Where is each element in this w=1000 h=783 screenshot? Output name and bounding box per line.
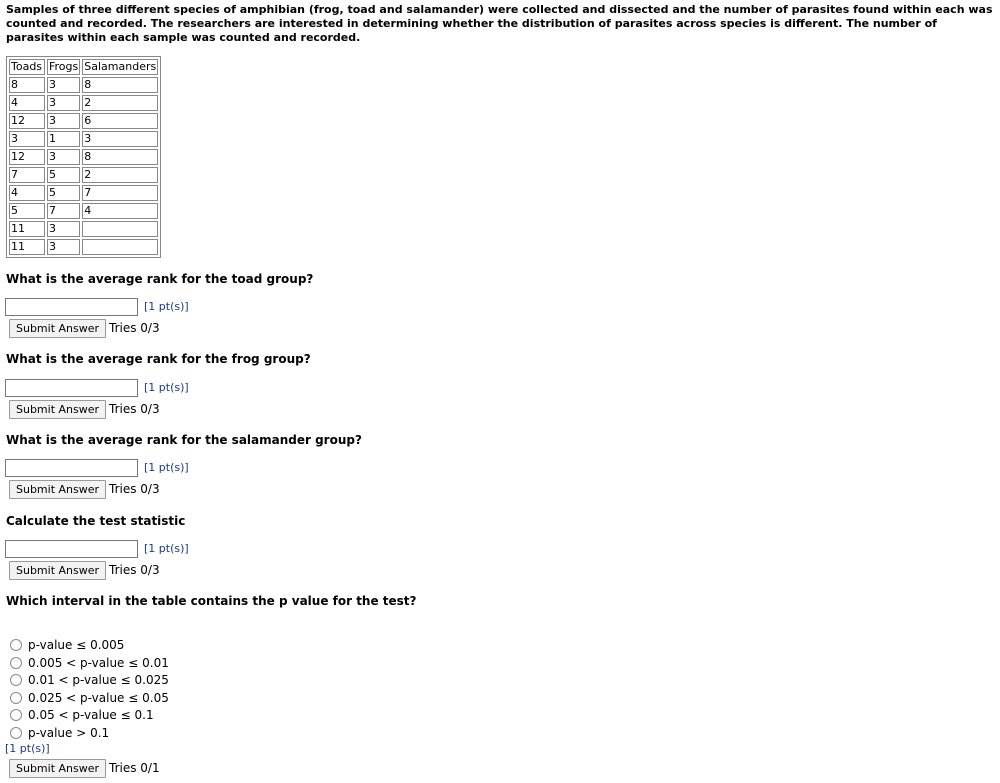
tries-counter: Tries 0/3 bbox=[109, 482, 160, 496]
cell-salamanders: 7 bbox=[82, 185, 158, 201]
cell-frogs: 1 bbox=[47, 131, 80, 147]
tries-counter: Tries 0/3 bbox=[109, 402, 160, 416]
pvalue-option[interactable] bbox=[10, 637, 124, 653]
cell-frogs: 5 bbox=[47, 185, 80, 201]
table-row bbox=[9, 185, 158, 201]
tries-counter: Tries 0/1 bbox=[109, 761, 160, 775]
pvalue-option[interactable] bbox=[10, 707, 154, 723]
pvalue-option-label: 0.05 < p-value ≤ 0.1 bbox=[28, 708, 154, 722]
pvalue-option[interactable] bbox=[10, 725, 109, 741]
pvalue-option-label: 0.005 < p-value ≤ 0.01 bbox=[28, 656, 169, 670]
radio-button[interactable] bbox=[10, 674, 22, 686]
radio-button[interactable] bbox=[10, 692, 22, 704]
pvalue-option[interactable] bbox=[10, 672, 169, 688]
cell-frogs: 3 bbox=[47, 113, 80, 129]
cell-toads: 7 bbox=[9, 167, 45, 183]
cell-salamanders bbox=[82, 221, 158, 237]
parasite-data-table bbox=[6, 56, 161, 258]
cell-frogs: 3 bbox=[47, 239, 80, 255]
pvalue-option-label: p-value > 0.1 bbox=[28, 726, 110, 740]
cell-toads: 11 bbox=[9, 221, 45, 237]
question-toad-rank: What is the average rank for the toad group? bbox=[6, 272, 314, 286]
points-label: [1 pt(s)] bbox=[5, 742, 50, 755]
cell-frogs: 3 bbox=[47, 77, 80, 93]
points-label: [1 pt(s)] bbox=[144, 381, 189, 394]
table-row bbox=[9, 167, 158, 183]
cell-frogs: 7 bbox=[47, 203, 80, 219]
radio-button[interactable] bbox=[10, 727, 22, 739]
table-row bbox=[9, 239, 158, 255]
radio-button[interactable] bbox=[10, 709, 22, 721]
test-statistic-input[interactable] bbox=[5, 540, 138, 558]
column-header-frogs: Frogs bbox=[49, 60, 79, 73]
column-header-toads: Toads bbox=[9, 59, 45, 75]
table-row bbox=[9, 149, 158, 165]
submit-toad-rank-button[interactable]: Submit Answer bbox=[9, 319, 106, 338]
table-header-row bbox=[9, 59, 158, 75]
question-test-statistic: Calculate the test statistic bbox=[6, 514, 186, 528]
submit-frog-rank-button[interactable]: Submit Answer bbox=[9, 400, 106, 419]
cell-salamanders bbox=[82, 239, 158, 255]
cell-toads: 8 bbox=[9, 77, 45, 93]
cell-toads: 5 bbox=[9, 203, 45, 219]
submit-salamander-rank-button[interactable]: Submit Answer bbox=[9, 480, 106, 499]
cell-salamanders: 3 bbox=[82, 131, 158, 147]
table-row bbox=[9, 131, 158, 147]
pvalue-option[interactable] bbox=[10, 690, 169, 706]
cell-frogs: 5 bbox=[47, 167, 80, 183]
question-salamander-rank: What is the average rank for the salamander group? bbox=[6, 433, 362, 447]
cell-salamanders: 2 bbox=[82, 167, 158, 183]
frog-rank-input[interactable] bbox=[5, 379, 138, 397]
cell-toads: 11 bbox=[9, 239, 45, 255]
submit-pvalue-button[interactable]: Submit Answer bbox=[9, 759, 106, 778]
cell-frogs: 3 bbox=[47, 149, 80, 165]
cell-salamanders: 8 bbox=[82, 77, 158, 93]
cell-salamanders: 8 bbox=[82, 149, 158, 165]
radio-button[interactable] bbox=[10, 639, 22, 651]
column-header-salamanders: Salamanders bbox=[84, 60, 157, 73]
points-label: [1 pt(s)] bbox=[144, 461, 189, 474]
table-row bbox=[9, 77, 158, 93]
problem-description: Samples of three different species of amphibian (frog, toad and salamander) were collected and dissected and the number of parasites found within each was counted and recorded. The researchers are interested in determining whether the distribution of parasites across species is different. The number of parasites within each sample was counted and recorded. bbox=[6, 3, 993, 44]
tries-counter: Tries 0/3 bbox=[109, 563, 160, 577]
salamander-rank-input[interactable] bbox=[5, 459, 138, 477]
question-pvalue-interval: Which interval in the table contains the p value for the test? bbox=[6, 594, 417, 608]
cell-frogs: 3 bbox=[47, 221, 80, 237]
pvalue-option[interactable] bbox=[10, 655, 169, 671]
points-label: [1 pt(s)] bbox=[144, 300, 189, 313]
submit-test-statistic-button[interactable]: Submit Answer bbox=[9, 561, 106, 580]
cell-toads: 12 bbox=[9, 113, 45, 129]
cell-frogs: 3 bbox=[47, 95, 80, 111]
question-frog-rank: What is the average rank for the frog group? bbox=[6, 352, 311, 366]
table-row bbox=[9, 95, 158, 111]
pvalue-option-label: 0.025 < p-value ≤ 0.05 bbox=[28, 691, 169, 705]
pvalue-option-label: 0.01 < p-value ≤ 0.025 bbox=[28, 673, 169, 687]
points-label: [1 pt(s)] bbox=[144, 542, 189, 555]
cell-toads: 12 bbox=[9, 149, 45, 165]
cell-salamanders: 4 bbox=[82, 203, 158, 219]
radio-button[interactable] bbox=[10, 657, 22, 669]
table-row bbox=[9, 203, 158, 219]
toad-rank-input[interactable] bbox=[5, 298, 138, 316]
cell-toads: 3 bbox=[9, 131, 45, 147]
cell-toads: 4 bbox=[9, 185, 45, 201]
tries-counter: Tries 0/3 bbox=[109, 321, 160, 335]
cell-salamanders: 6 bbox=[82, 113, 158, 129]
pvalue-option-label: p-value ≤ 0.005 bbox=[28, 638, 125, 652]
cell-toads: 4 bbox=[9, 95, 45, 111]
table-row bbox=[9, 221, 158, 237]
table-row bbox=[9, 113, 158, 129]
cell-salamanders: 2 bbox=[82, 95, 158, 111]
